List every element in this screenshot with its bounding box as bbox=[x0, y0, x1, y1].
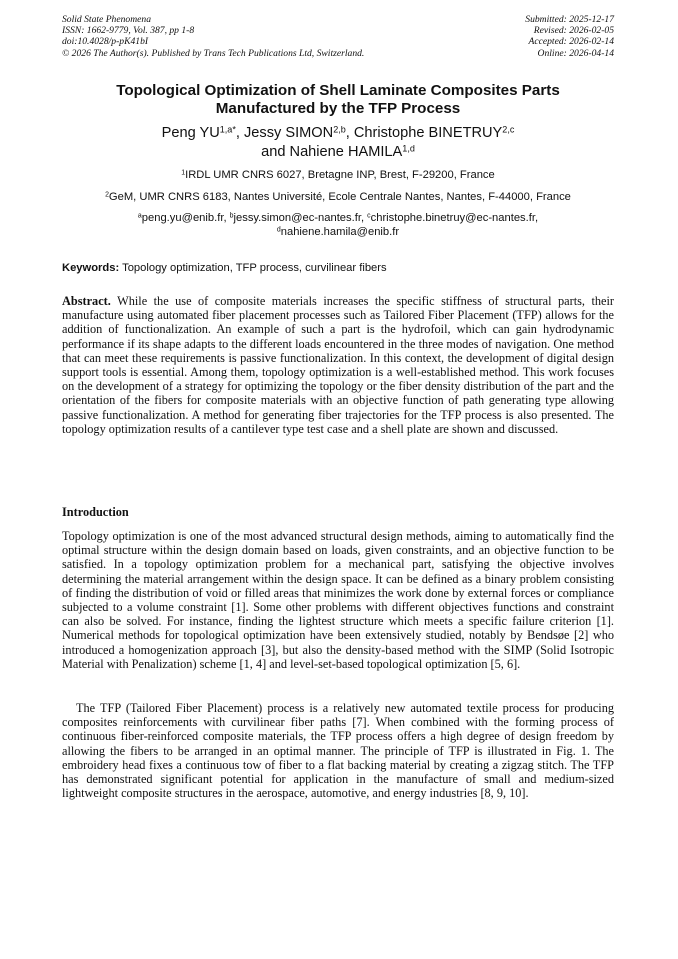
copyright-notice: © 2026 The Author(s). Published by Trans Tech Publications Ltd, Switzerland. bbox=[62, 47, 365, 59]
accepted-date: Accepted: 2026-02-14 bbox=[528, 36, 614, 48]
email-sup: a bbox=[137, 212, 142, 220]
email-link[interactable]: peng.yu@enib.fr bbox=[141, 212, 224, 224]
emails-line-2 bbox=[62, 225, 614, 239]
authors-line-2 bbox=[62, 143, 614, 162]
title-line-2: Manufactured by the TFP Process bbox=[215, 100, 461, 117]
journal-name: Solid State Phenomena bbox=[62, 14, 151, 25]
abstract-text: While the use of composite materials increases the specific stiffness of structural parts, their manufacture using automated fiber placement processes such as Tailored Fiber Placement (TFP) allows for the addition of functionalization. An example of such a part is the hydrofoil, which can gain hydrodynamic performance if its shape adapts to the different loads encountered in the three modes of navigation. One method that can meet these requirements is passive functionalization. In this context, the development of digital design support tools is essential. Among them, topology optimization is a well-established method. This work focuses on the development of a strategy for optimizing the topology or the fiber density distribution of the part and the orientation of the fibers for composite materials with an objective function of path generating type allowing passive functionalization. A method for generating fiber trajectories for the TFP process is also presented. The topology optimization results of a cantilever type test case and a shell plate are shown and discussed. bbox=[62, 294, 614, 436]
email-link[interactable]: jessy.simon@ec-nantes.fr bbox=[233, 212, 361, 224]
affiliation-2 bbox=[62, 190, 614, 204]
author-name: Jessy SIMON bbox=[243, 125, 334, 141]
keywords-label: Keywords: bbox=[62, 262, 120, 274]
author-name: Christophe BINETRUY bbox=[353, 125, 503, 141]
email-sep: , bbox=[360, 212, 368, 224]
introduction-paragraph-2: The TFP (Tailored Fiber Placement) process is a relatively new automated textile process for producing composites reinforcements with curvilinear fiber paths [7]. When combined with the forming process of continuous fiber-reinforced composite materials, the TFP process offers a high degree of design freedom by allowing the fibers to be arranged in an optimal manner. The principle of TFP is illustrated in Fig. 1. The embroidery head fixes a continuous tow of fiber to a flat backing material by creating a zigzag stitch. The TFP has demonstrated significant potential for application in the manufacture of small and medium-sized lightweight composite structures in the aerospace, automotive, and energy industries [8, 9, 10]. bbox=[62, 701, 614, 801]
email-link[interactable]: nahiene.hamila@enib.fr bbox=[280, 226, 400, 238]
emails-line-1 bbox=[62, 211, 614, 225]
journal-issn: ISSN: 1662-9779, Vol. 387, pp 1-8 bbox=[62, 25, 195, 37]
revised-date: Revised: 2026-02-05 bbox=[533, 25, 614, 37]
dates-header bbox=[525, 14, 614, 59]
journal-doi: doi:10.4028/p-pK41bI bbox=[62, 36, 149, 48]
author-sup: 1,d bbox=[402, 142, 415, 153]
journal-header bbox=[62, 14, 364, 59]
email-sep: , bbox=[534, 212, 539, 224]
affiliation-text: IRDL UMR CNRS 6027, Bretagne INP, Brest, F-29200, France bbox=[185, 169, 495, 181]
email-link[interactable]: christophe.binetruy@ec-nantes.fr bbox=[370, 212, 535, 224]
affiliation-1 bbox=[62, 168, 614, 182]
email-sup: d bbox=[276, 226, 281, 234]
author-sup: 2,c bbox=[502, 124, 515, 135]
keywords-text: Topology optimization, TFP process, curvilinear fibers bbox=[119, 262, 387, 274]
submitted-date: Submitted: 2025-12-17 bbox=[525, 14, 614, 25]
affiliation-text: GeM, UMR CNRS 6183, Nantes Université, Ecole Centrale Nantes, Nantes, F-44000, France bbox=[108, 191, 571, 203]
author-name: Nahiene HAMILA bbox=[289, 143, 403, 160]
affiliation-sup: 1 bbox=[181, 169, 186, 177]
author-sup: 1,a* bbox=[219, 124, 236, 135]
keywords bbox=[62, 261, 614, 275]
abstract bbox=[62, 294, 614, 436]
abstract-label: Abstract. bbox=[62, 294, 111, 308]
authors-line-1 bbox=[62, 124, 614, 143]
introduction-paragraph-1: Topology optimization is one of the most advanced structural design methods, aiming to automatically find the optimal structure within the design domain based on loads, given constraints, and an objective function to be satisfied. In a topology optimization problem for a mechanical part, satisfying the objective involves determining the material arrangement within the design space. It can be defined as a binary problem consisting of finding the distribution of void or filled areas that minimizes the work done by external forces or compliance subjected to a volume constraint [1]. Some other problems with different objectives functions and constraint can also be solved. For instance, finding the lightest structure which meets a specific failure criterion [1]. Numerical methods for topological optimization have been extensively studied, notably by Bendsøe [2] who introduced a homogenization approach [3], but also the density-based method with the SIMP (Solid Isotropic Material with Penalization) scheme [1, 4] and level-set-based topological optimization [5, 6]. bbox=[62, 529, 614, 671]
author-and: and bbox=[261, 143, 290, 160]
author-list bbox=[62, 124, 614, 161]
email-sup: c bbox=[367, 212, 371, 220]
title-line-1: Topological Optimization of Shell Laminate Composites Parts bbox=[116, 82, 560, 99]
author-sep: , bbox=[235, 125, 244, 141]
affiliation-sup: 2 bbox=[105, 191, 109, 199]
author-emails bbox=[62, 211, 614, 239]
email-sup: b bbox=[229, 212, 234, 220]
author-sup: 2,b bbox=[333, 124, 346, 135]
author-sep: , bbox=[345, 125, 354, 141]
online-date: Online: 2026-04-14 bbox=[537, 47, 614, 59]
section-heading-introduction: Introduction bbox=[62, 505, 129, 519]
author-name: Peng YU bbox=[161, 125, 220, 141]
email-sep: , bbox=[223, 212, 230, 224]
paper-title bbox=[62, 82, 614, 118]
